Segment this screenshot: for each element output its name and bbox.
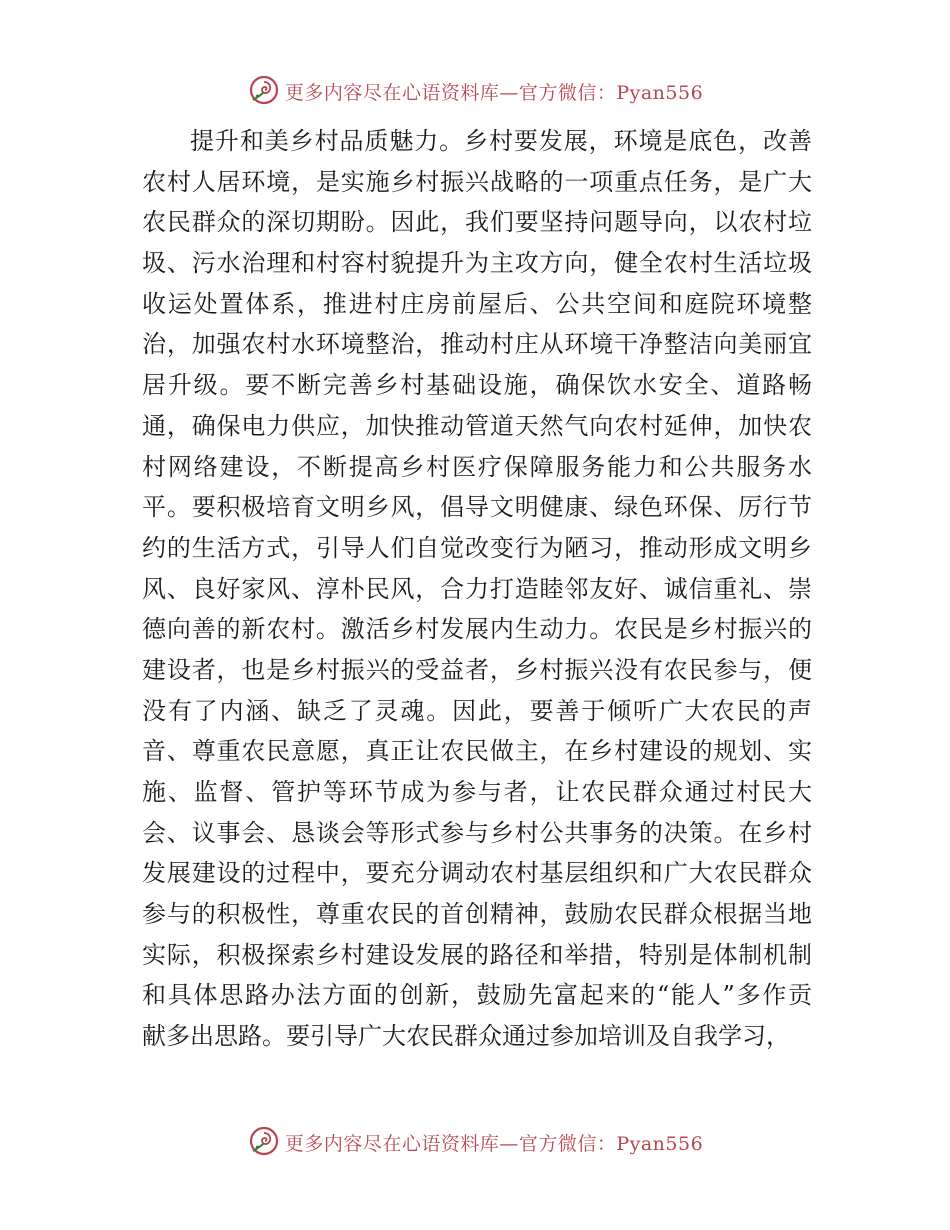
body-line: 通，确保电力供应，加快推动管道天然气向农村延伸，加快农 bbox=[142, 411, 812, 440]
body-line: 施、监督、管护等环节成为参与者，让农民群众通过村民大 bbox=[142, 778, 812, 806]
body-line: 参与的积极性，尊重农民的首创精神，鼓励农民群众根据当地 bbox=[142, 900, 812, 929]
body-line: 没有了内涵、缺乏了灵魂。因此，要善于倾听广大农民的声 bbox=[142, 696, 812, 725]
body-line: 农民群众的深切期盼。因此，我们要坚持问题导向，以农村垃 bbox=[142, 208, 812, 237]
body-line: 农村人居环境，是实施乡村振兴战略的一项重点任务，是广大 bbox=[142, 167, 812, 196]
body-line: 音、尊重农民意愿，真正让农民做主，在乡村建设的规划、实 bbox=[142, 737, 812, 766]
body-line: 圾、污水治理和村容村貌提升为主攻方向，健全农村生活垃圾 bbox=[142, 249, 812, 278]
header-banner-text: 更多内容尽在心语资料库—官方微信：Pyan556 bbox=[284, 81, 704, 104]
body-line: 治，加强农村水环境整治，推动村庄从环境干净整洁向美丽宜 bbox=[142, 330, 812, 359]
body-line: 提升和美乡村品质魅力。乡村要发展，环境是底色，改善 bbox=[190, 127, 812, 155]
header-banner bbox=[0, 72, 950, 108]
body-line: 和具体思路办法方面的创新，鼓励先富起来的“能人”多作贡 bbox=[142, 981, 812, 1010]
body-line: 收运处置体系，推进村庄房前屋后、公共空间和庭院环境整 bbox=[142, 289, 812, 318]
body-line: 献多出思路。要引导广大农民群众通过参加培训及自我学习， bbox=[142, 1022, 790, 1051]
footer-banner bbox=[0, 1123, 950, 1159]
body-paragraph bbox=[142, 121, 812, 1057]
body-line: 村网络建设，不断提高乡村医疗保障服务能力和公共服务水 bbox=[142, 452, 812, 481]
body-line: 约的生活方式，引导人们自觉改变行为陋习，推动形成文明乡 bbox=[142, 533, 812, 562]
rose-icon bbox=[247, 73, 281, 107]
body-line: 平。要积极培育文明乡风，倡导文明健康、绿色环保、厉行节 bbox=[142, 493, 812, 522]
body-line: 风、良好家风、淳朴民风，合力打造睦邻友好、诚信重礼、崇 bbox=[142, 574, 812, 603]
body-line: 实际，积极探索乡村建设发展的路径和举措，特别是体制机制 bbox=[142, 940, 812, 969]
body-line: 居升级。要不断完善乡村基础设施，确保饮水安全、道路畅 bbox=[142, 371, 812, 400]
rose-icon bbox=[247, 1124, 281, 1158]
body-line: 建设者，也是乡村振兴的受益者，乡村振兴没有农民参与，便 bbox=[142, 655, 812, 684]
footer-banner-text: 更多内容尽在心语资料库—官方微信：Pyan556 bbox=[284, 1132, 704, 1155]
body-line: 发展建设的过程中，要充分调动农村基层组织和广大农民群众 bbox=[142, 859, 812, 888]
body-line: 会、议事会、恳谈会等形式参与乡村公共事务的决策。在乡村 bbox=[142, 818, 812, 847]
body-line: 德向善的新农村。激活乡村发展内生动力。农民是乡村振兴的 bbox=[142, 615, 812, 644]
